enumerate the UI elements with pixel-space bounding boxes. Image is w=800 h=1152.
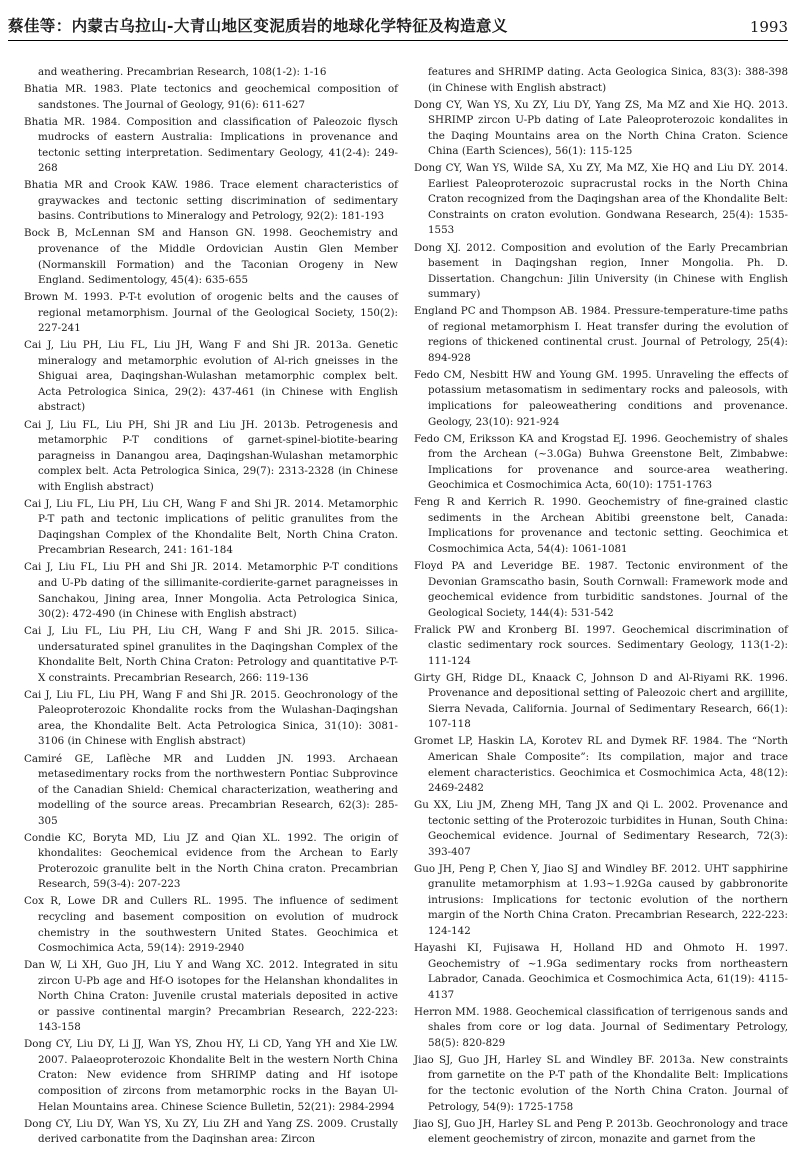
- reference-entry: Cox R, Lowe DR and Cullers RL. 1995. The influence of sediment recycling and basement composition on evolution of mudrock chemistry in the southwestern United States. Geochimica et Cosmochimica Acta, 59(14): 2919-2940: [24, 895, 398, 955]
- reference-entry: Gromet LP, Haskin LA, Korotev RL and Dymek RF. 1984. The “North American Shale Composite”: Its compilation, major and trace element characteristics. Geochimica et Cosmochimica Acta, 48(12): 2469-2482: [414, 735, 788, 795]
- reference-entry: Gu XX, Liu JM, Zheng MH, Tang JX and Qi L. 2002. Provenance and tectonic setting of the Proterozoic turbidites in Hunan, South China: Geochemical evidence. Journal of Sedimentary Research, 72(3): 393-407: [414, 799, 788, 858]
- reference-entry: Cai J, Liu FL, Liu PH, Liu CH, Wang F and Shi JR. 2014. Metamorphic P-T path and tectonic implications of pelitic granulites from the Daqingshan Complex of the Khondalite Belt, North China Craton. Precambrian Research, 241: 161-184: [24, 497, 398, 557]
- reference-entry: Feng R and Kerrich R. 1990. Geochemistry of fine-grained clastic sediments in the Archean Abitibi greenstone belt, Canada: Implications for provenance and tectonic setting. Geochimica et Cosmochimica Acta, 54(4): 1061-1081: [414, 496, 788, 555]
- reference-entry: Cai J, Liu FL, Liu PH, Liu CH, Wang F and Shi JR. 2015. Silica-undersaturated spinel granulites in the Daqingshan Complex of the Khondalite Belt, North China Craton: Petrology and quantitative P-T-X constraints. Precambrian Research, 266: 119-136: [24, 625, 398, 684]
- reference-entry: Fedo CM, Nesbitt HW and Young GM. 1995. Unraveling the effects of potassium metasomatism in sedimentary rocks and paleosols, with implications for paleoweathering conditions and provenance. Geology, 23(10): 921-924: [414, 368, 788, 428]
- reference-entry: Cai J, Liu FL, Liu PH, Wang F and Shi JR. 2015. Geochronology of the Paleoproterozoic Khondalite rocks from the Wulashan-Daqingshan area, the Khondalite Belt. Acta Petrologica Sinica, 31(10): 3081-3106 (in Chinese with English abstract): [24, 688, 398, 748]
- reference-entry: Hayashi KI, Fujisawa H, Holland HD and Ohmoto H. 1997. Geochemistry of ~1.9Ga sedimentary rocks from northeastern Labrador, Canada. Geochimica et Cosmochimica Acta, 61(19): 4115-4137: [414, 942, 788, 1001]
- reference-entry: Dong CY, Wan YS, Wilde SA, Xu ZY, Ma MZ, Xie HQ and Liu DY. 2014. Earliest Paleoproterozoic supracrustal rocks in the North China Craton recognized from the Daqingshan area of the Khondalite Belt: Constraints on craton evolution. Gondwana Research, 25(4): 1535-1553: [414, 162, 788, 237]
- reference-entry: and weathering. Precambrian Research, 108(1-2): 1-16: [38, 66, 327, 78]
- reference-entry: Cai J, Liu FL, Liu PH, Shi JR and Liu JH. 2013b. Petrogenesis and metamorphic P-T conditions of garnet-spinel-biotite-bearing paragneiss in Danangou area, Daqingshan-Wulashan metamorphic complex belt. Acta Petrologica Sinica, 29(7): 2313-2328 (in Chinese with English abstract): [24, 418, 398, 493]
- reference-entry: Dong CY, Wan YS, Xu ZY, Liu DY, Yang ZS, Ma MZ and Xie HQ. 2013. SHRIMP zircon U-Pb dating of Late Paleoproterozoic kondalites in the Daqing Mountains area on the North China Craton. Science China (Earth Sciences), 56(1): 115-125: [414, 98, 788, 158]
- running-title: 蔡佳等：内蒙古乌拉山-大青山地区变泥质岩的地球化学特征及构造意义: [8, 16, 508, 35]
- reference-entry: Floyd PA and Leveridge BE. 1987. Tectonic environment of the Devonian Gramscatho basin, South Cornwall: Framework mode and geochemical evidence from turbiditic sandstones. Journal of the Geological Society, 144(4): 531-542: [414, 559, 788, 619]
- reference-entry: Bock B, McLennan SM and Hanson GN. 1998. Geochemistry and provenance of the Middle Ordovician Austin Glen Member (Normanskill Formation) and the Taconian Orogeny in New England. Sedimentology, 45(4): 635-655: [24, 227, 398, 287]
- running-header: [8, 8, 788, 36]
- reference-entry: Bhatia MR. 1984. Composition and classification of Paleozoic flysch mudrocks of eastern Australia: Implications in provenance and tectonic setting interpretation. Sedimentary Geology, 41(2-4): 249-268: [24, 115, 398, 175]
- header-rule: [8, 40, 788, 41]
- page-number: 1993: [749, 18, 788, 36]
- reference-entry: Cai J, Liu FL, Liu PH and Shi JR. 2014. Metamorphic P-T conditions and U-Pb dating of the sillimanite-cordierite-garnet paragneisses in Sanchakou, Jining area, Inner Mongolia. Acta Petrologica Sinica, 30(2): 472-490 (in Chinese with English abstract): [24, 561, 398, 621]
- reference-entry: Dan W, Li XH, Guo JH, Liu Y and Wang XC. 2012. Integrated in situ zircon U-Pb age and Hf-O isotopes for the Helanshan khondalites in North China Craton: Juvenile crustal materials deposited in active or passive continental margin? Precambrian Research, 222-223: 143-158: [24, 959, 398, 1034]
- references-left-column: [24, 65, 398, 1149]
- reference-entry: Guo JH, Peng P, Chen Y, Jiao SJ and Windley BF. 2012. UHT sapphirine granulite metamorphism at 1.93~1.92Ga caused by gabbronorite intrusions: Implications for tectonic evolution of the northern margin of the North China Craton. Precambrian Research, 222-223: 124-142: [414, 862, 788, 938]
- reference-entry: Camiré GE, Laflèche MR and Ludden JN. 1993. Archaean metasedimentary rocks from the northwestern Pontiac Subprovince of the Canadian Shield: Chemical characterization, weathering and modelling of the source areas. Precambrian Research, 62(3): 285-305: [24, 752, 398, 827]
- reference-entry: Condie KC, Boryta MD, Liu JZ and Qian XL. 1992. The origin of khondalites: Geochemical evidence from the Archean to Early Proterozoic granulite belt in the North China craton. Precambrian Research, 59(3-4): 207-223: [24, 831, 398, 891]
- reference-entry: Fralick PW and Kronberg BI. 1997. Geochemical discrimination of clastic sedimentary rock sources. Sedimentary Geology, 113(1-2): 111-124: [414, 623, 788, 667]
- reference-entry: Dong CY, Liu DY, Li JJ, Wan YS, Zhou HY, Li CD, Yang YH and Xie LW. 2007. Palaeoproterozoic Khondalite Belt in the western North China Craton: New evidence from SHRIMP dating and Hf isotope composition of zircons from metamorphic rocks in the Bayan Ul-Helan Mountains area. Chinese Science Bulletin, 52(21): 2984-2994: [24, 1038, 398, 1113]
- reference-entry: Fedo CM, Eriksson KA and Krogstad EJ. 1996. Geochemistry of shales from the Archean (~3.0Ga) Buhwa Greenstone Belt, Zimbabwe: Implications for provenance and source-area weathering. Geochimica et Cosmochimica Acta, 60(10): 1751-1763: [414, 432, 788, 492]
- reference-entry: Dong CY, Liu DY, Wan YS, Xu ZY, Liu ZH and Yang ZS. 2009. Crustally derived carbonatite from the Daqinshan area: Zircon: [24, 1117, 398, 1146]
- reference-entry: Bhatia MR. 1983. Plate tectonics and geochemical composition of sandstones. The Journal of Geology, 91(6): 611-627: [24, 83, 398, 111]
- reference-entry: Cai J, Liu PH, Liu FL, Liu JH, Wang F and Shi JR. 2013a. Genetic mineralogy and metamorphic evolution of Al-rich gneisses in the Shiguai area, Daqingshan-Wulashan metamorphic complex belt. Acta Petrologica Sinica, 29(2): 437-461 (in Chinese with English abstract): [24, 339, 398, 414]
- reference-entry: Jiao SJ, Guo JH, Harley SL and Windley BF. 2013a. New constraints from garnetite on the P-T path of the Khondalite Belt: Implications for the tectonic evolution of the North China Craton. Journal of Petrology, 54(9): 1725-1758: [414, 1053, 788, 1113]
- reference-entry: Jiao SJ, Guo JH, Harley SL and Peng P. 2013b. Geochronology and trace element geochemistry of zircon, monazite and garnet from the: [414, 1117, 788, 1146]
- reference-entry: Dong XJ. 2012. Composition and evolution of the Early Precambrian basement in Daqingshan region, Inner Mongolia. Ph. D. Dissertation. Changchun: Jilin University (in Chinese with English summary): [414, 241, 788, 301]
- reference-entry: Bhatia MR and Crook KAW. 1986. Trace element characteristics of graywackes and tectonic setting discrimination of sedimentary basins. Contributions to Mineralogy and Petrology, 92(2): 181-193: [24, 179, 398, 223]
- reference-entry: Herron MM. 1988. Geochemical classification of terrigenous sands and shales from core or log data. Journal of Sedimentary Petrology, 58(5): 820-829: [414, 1005, 788, 1049]
- reference-entry: Girty GH, Ridge DL, Knaack C, Johnson D and Al-Riyami RK. 1996. Provenance and depositional setting of Paleozoic chert and argillite, Sierra Nevada, California. Journal of Sedimentary Research, 66(1): 107-118: [414, 671, 788, 731]
- reference-entry: features and SHRIMP dating. Acta Geologica Sinica, 83(3): 388-398 (in Chinese with English abstract): [428, 66, 788, 94]
- reference-entry: England PC and Thompson AB. 1984. Pressure-temperature-time paths of regional metamorphism I. Heat transfer during the evolution of regions of thickened continental crust. Journal of Petrology, 25(4): 894-928: [414, 305, 788, 364]
- references-right-column: [414, 65, 788, 1149]
- reference-entry: Brown M. 1993. P-T-t evolution of orogenic belts and the causes of regional metamorphism. Journal of the Geological Society, 150(2): 227-241: [24, 291, 398, 335]
